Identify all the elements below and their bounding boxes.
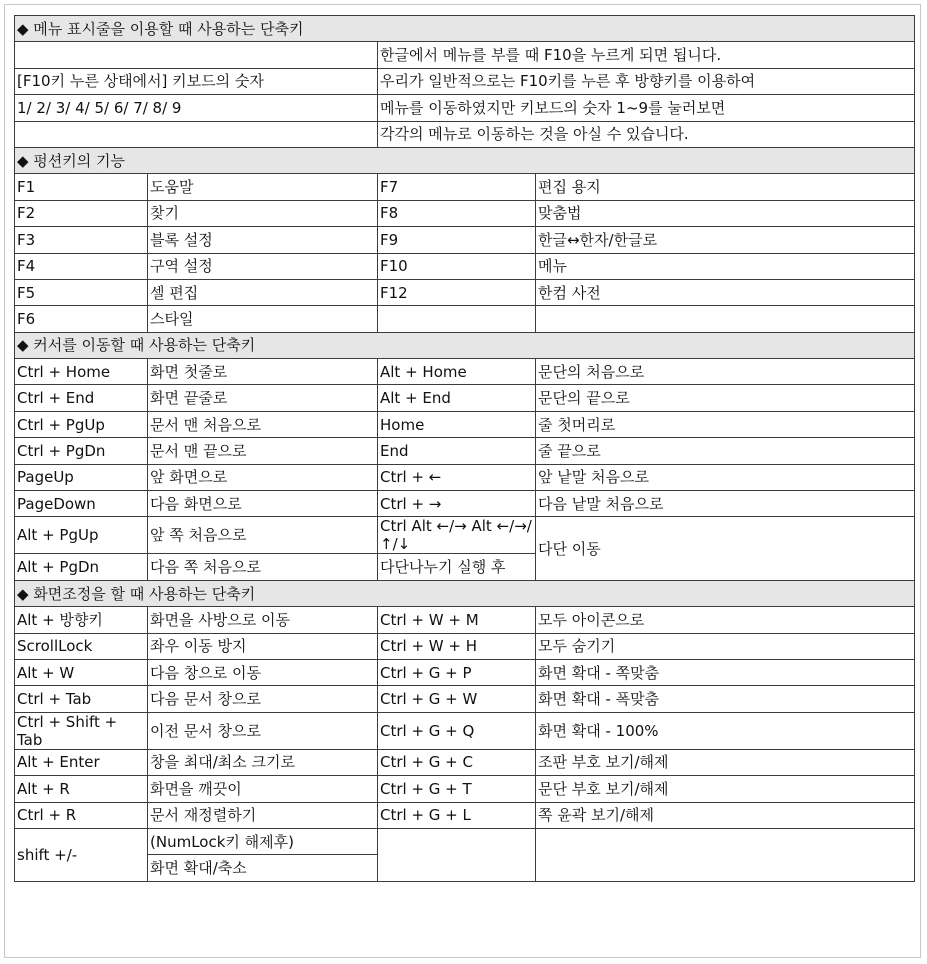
table-cell: Ctrl + G + W — [378, 686, 536, 712]
table-cell: 화면을 사방으로 이동 — [148, 607, 378, 633]
section-title: ◆ 화면조정을 할 때 사용하는 단축키 — [15, 580, 915, 606]
table-cell: 다음 창으로 이동 — [148, 659, 378, 685]
table-cell: 좌우 이동 방지 — [148, 633, 378, 659]
table-cell: Ctrl + End — [15, 385, 148, 411]
table-cell: 한글↔한자/한글로 — [536, 227, 915, 253]
table-cell: 구역 설정 — [148, 253, 378, 279]
table-cell: F4 — [15, 253, 148, 279]
table-cell: 다음 쪽 처음으로 — [148, 554, 378, 580]
table-row — [15, 95, 915, 121]
table-cell: Ctrl + G + L — [378, 802, 536, 828]
table-cell: 조판 부호 보기/해제 — [536, 749, 915, 775]
table-cell: (NumLock키 해제후) — [148, 828, 378, 854]
table-cell: 화면을 깨끗이 — [148, 776, 378, 802]
table-row — [15, 279, 915, 305]
table-cell: Alt + W — [15, 659, 148, 685]
section-title: ◆ 펑션키의 기능 — [15, 147, 915, 173]
table-cell: 한글에서 메뉴를 부를 때 F10을 누르게 되면 됩니다. — [378, 42, 915, 68]
table-cell: 쪽 윤곽 보기/해제 — [536, 802, 915, 828]
table-row — [15, 633, 915, 659]
table-cell: F12 — [378, 279, 536, 305]
table-cell: 다단 이동 — [536, 517, 915, 580]
section-title: ◆ 메뉴 표시줄을 이용할 때 사용하는 단축키 — [15, 16, 915, 42]
table-row — [15, 686, 915, 712]
table-row — [15, 385, 915, 411]
table-cell: 메뉴 — [536, 253, 915, 279]
table-cell: 화면 첫줄로 — [148, 359, 378, 385]
table-cell: 모두 숨기기 — [536, 633, 915, 659]
table-cell: Ctrl + Home — [15, 359, 148, 385]
table-cell: F3 — [15, 227, 148, 253]
table-cell: 앞 화면으로 — [148, 464, 378, 490]
table-row — [15, 227, 915, 253]
section-header-row — [15, 147, 915, 173]
table-cell: Ctrl + G + Q — [378, 712, 536, 749]
table-cell: 맞춤법 — [536, 200, 915, 226]
table-cell: Ctrl + G + C — [378, 749, 536, 775]
table-cell: 다음 낱말 처음으로 — [536, 491, 915, 517]
table-row — [15, 411, 915, 437]
table-cell: 이전 문서 창으로 — [148, 712, 378, 749]
table-cell: Ctrl + W + H — [378, 633, 536, 659]
table-cell: Ctrl + Shift + Tab — [15, 712, 148, 749]
table-cell: Alt + End — [378, 385, 536, 411]
table-cell: 화면 확대/축소 — [148, 855, 378, 881]
table-row — [15, 464, 915, 490]
table-row — [15, 517, 915, 554]
table-cell — [15, 42, 378, 68]
table-cell — [378, 306, 536, 332]
table-cell: 화면 확대 - 폭맞춤 — [536, 686, 915, 712]
table-cell: 줄 끝으로 — [536, 438, 915, 464]
table-row — [15, 659, 915, 685]
table-row — [15, 253, 915, 279]
table-cell: 문서 맨 처음으로 — [148, 411, 378, 437]
table-cell: Alt + Enter — [15, 749, 148, 775]
table-row — [15, 174, 915, 200]
table-cell: Alt + 방향키 — [15, 607, 148, 633]
table-cell: 우리가 일반적으로는 F10키를 누른 후 방향키를 이용하여 — [378, 68, 915, 94]
section-header-row — [15, 16, 915, 42]
table-cell: 모두 아이콘으로 — [536, 607, 915, 633]
table-cell — [378, 828, 536, 881]
table-cell: Ctrl + R — [15, 802, 148, 828]
table-cell: F2 — [15, 200, 148, 226]
table-row — [15, 68, 915, 94]
section-title: ◆ 커서를 이동할 때 사용하는 단축키 — [15, 332, 915, 358]
table-row — [15, 749, 915, 775]
table-row — [15, 776, 915, 802]
table-cell: Ctrl + Tab — [15, 686, 148, 712]
table-cell: Ctrl + PgUp — [15, 411, 148, 437]
table-cell: Ctrl + W + M — [378, 607, 536, 633]
table-cell: 한컴 사전 — [536, 279, 915, 305]
table-cell: 문단 부호 보기/해제 — [536, 776, 915, 802]
table-cell: 블록 설정 — [148, 227, 378, 253]
table-row — [15, 491, 915, 517]
table-row — [15, 306, 915, 332]
table-cell: 앞 낱말 처음으로 — [536, 464, 915, 490]
table-cell: 화면 끝줄로 — [148, 385, 378, 411]
table-cell — [536, 306, 915, 332]
section-header-row — [15, 332, 915, 358]
shortcut-table — [14, 15, 915, 882]
table-row — [15, 438, 915, 464]
table-cell: Home — [378, 411, 536, 437]
table-cell: 찾기 — [148, 200, 378, 226]
table-cell: F10 — [378, 253, 536, 279]
table-cell: shift +/- — [15, 828, 148, 881]
table-cell: 문서 맨 끝으로 — [148, 438, 378, 464]
table-cell: Ctrl Alt ←/→ Alt ←/→/↑/↓ — [378, 517, 536, 554]
table-cell: Ctrl + G + P — [378, 659, 536, 685]
table-cell: ScrollLock — [15, 633, 148, 659]
table-cell: 다단나누기 실행 후 — [378, 554, 536, 580]
table-cell: F1 — [15, 174, 148, 200]
table-row — [15, 121, 915, 147]
table-cell: 편집 용지 — [536, 174, 915, 200]
table-cell — [15, 121, 378, 147]
table-cell: 도움말 — [148, 174, 378, 200]
table-cell: F8 — [378, 200, 536, 226]
table-cell: Ctrl + G + T — [378, 776, 536, 802]
table-cell: 화면 확대 - 100% — [536, 712, 915, 749]
table-cell: PageDown — [15, 491, 148, 517]
table-cell: [F10키 누른 상태에서] 키보드의 숫자 — [15, 68, 378, 94]
table-cell: 다음 화면으로 — [148, 491, 378, 517]
table-cell: Alt + PgUp — [15, 517, 148, 554]
table-cell: Alt + R — [15, 776, 148, 802]
table-cell: 메뉴를 이동하였지만 키보드의 숫자 1~9를 눌러보면 — [378, 95, 915, 121]
table-cell: End — [378, 438, 536, 464]
table-cell: Ctrl + PgDn — [15, 438, 148, 464]
table-cell: 문서 재정렬하기 — [148, 802, 378, 828]
table-cell: Alt + PgDn — [15, 554, 148, 580]
table-row — [15, 828, 915, 854]
table-cell: 1/ 2/ 3/ 4/ 5/ 6/ 7/ 8/ 9 — [15, 95, 378, 121]
table-cell: Alt + Home — [378, 359, 536, 385]
table-row — [15, 802, 915, 828]
section-header-row — [15, 580, 915, 606]
table-cell: F5 — [15, 279, 148, 305]
table-cell: Ctrl + ← — [378, 464, 536, 490]
table-row — [15, 42, 915, 68]
table-cell — [536, 828, 915, 881]
table-cell: 창을 최대/최소 크기로 — [148, 749, 378, 775]
table-cell: 스타일 — [148, 306, 378, 332]
table-cell: Ctrl + → — [378, 491, 536, 517]
table-cell: 셀 편집 — [148, 279, 378, 305]
table-cell: PageUp — [15, 464, 148, 490]
table-row — [15, 607, 915, 633]
table-cell: 각각의 메뉴로 이동하는 것을 아실 수 있습니다. — [378, 121, 915, 147]
table-cell: 다음 문서 창으로 — [148, 686, 378, 712]
table-cell: F7 — [378, 174, 536, 200]
table-row — [15, 712, 915, 749]
table-cell: 줄 첫머리로 — [536, 411, 915, 437]
table-row — [15, 359, 915, 385]
table-cell: 앞 쪽 처음으로 — [148, 517, 378, 554]
table-cell: 문단의 처음으로 — [536, 359, 915, 385]
table-cell: 화면 확대 - 쪽맞춤 — [536, 659, 915, 685]
table-cell: 문단의 끝으로 — [536, 385, 915, 411]
table-cell: F9 — [378, 227, 536, 253]
table-cell: F6 — [15, 306, 148, 332]
table-row — [15, 200, 915, 226]
